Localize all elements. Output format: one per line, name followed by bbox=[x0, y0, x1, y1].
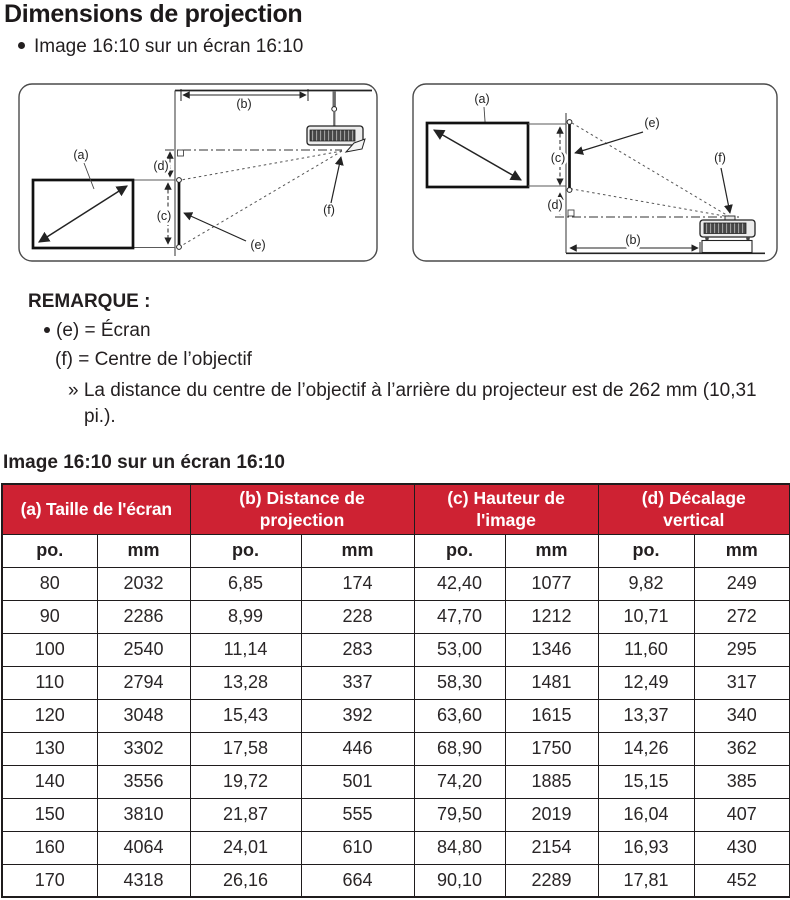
table-cell: 17,81 bbox=[598, 864, 694, 897]
projection-dimensions-table bbox=[1, 483, 790, 898]
table-cell: 385 bbox=[694, 765, 790, 798]
remarque-item-e-label: (e) = Écran bbox=[56, 320, 151, 341]
table-cell: 664 bbox=[301, 864, 414, 897]
remarque-subnote-text: La distance du centre de l’objectif à l’arrière du projecteur est de 262 mm (10,31 pi.). bbox=[83, 380, 757, 427]
table-cell: 90,10 bbox=[414, 864, 505, 897]
table-cell: 12,49 bbox=[598, 666, 694, 699]
table-cell: 11,14 bbox=[190, 633, 301, 666]
table-cell: 3048 bbox=[97, 699, 190, 732]
remarque-subnote bbox=[68, 378, 774, 430]
table-cell: 2794 bbox=[97, 666, 190, 699]
label-b: (b) bbox=[625, 233, 641, 247]
mount-pole bbox=[333, 91, 336, 107]
table-cell: 90 bbox=[2, 600, 97, 633]
table-heading: Image 16:10 sur un écran 16:10 bbox=[3, 452, 285, 473]
diagram-table-mount bbox=[412, 83, 778, 262]
column-group-vertical-offset: (d) Décalage vertical bbox=[598, 484, 790, 534]
remarque-item-f: (f) = Centre de l’objectif bbox=[55, 349, 252, 370]
table-cell: 10,71 bbox=[598, 600, 694, 633]
table-cell: 160 bbox=[2, 831, 97, 864]
table-cell: 79,50 bbox=[414, 798, 505, 831]
table-cell: 58,30 bbox=[414, 666, 505, 699]
subheader-cell: mm bbox=[694, 534, 790, 567]
remarque-item-e bbox=[44, 320, 151, 342]
table-cell: 130 bbox=[2, 732, 97, 765]
bullet-icon bbox=[18, 42, 25, 49]
column-group-projection-distance: (b) Distance de projection bbox=[190, 484, 414, 534]
table-row bbox=[2, 666, 790, 699]
guillemet-marker: » bbox=[68, 380, 79, 401]
table-cell: 337 bbox=[301, 666, 414, 699]
table-cell: 120 bbox=[2, 699, 97, 732]
table-cell: 11,60 bbox=[598, 633, 694, 666]
table-cell: 100 bbox=[2, 633, 97, 666]
subheader-cell: po. bbox=[190, 534, 301, 567]
table-cell: 53,00 bbox=[414, 633, 505, 666]
label-d: (d) bbox=[547, 198, 563, 212]
bullet-item-label: Image 16:10 sur un écran 16:10 bbox=[34, 36, 304, 57]
table-row bbox=[2, 600, 790, 633]
table-cell: 392 bbox=[301, 699, 414, 732]
table-cell: 272 bbox=[694, 600, 790, 633]
table-cell: 150 bbox=[2, 798, 97, 831]
table-cell: 26,16 bbox=[190, 864, 301, 897]
table-cell: 555 bbox=[301, 798, 414, 831]
table-cell: 47,70 bbox=[414, 600, 505, 633]
table-cell: 16,93 bbox=[598, 831, 694, 864]
table-cell: 446 bbox=[301, 732, 414, 765]
table-cell: 2540 bbox=[97, 633, 190, 666]
remarque-heading: REMARQUE : bbox=[28, 291, 151, 312]
table-cell: 9,82 bbox=[598, 567, 694, 600]
table-cell: 340 bbox=[694, 699, 790, 732]
label-c: (c) bbox=[156, 209, 172, 223]
label-f: (f) bbox=[714, 151, 726, 165]
subheader-cell: po. bbox=[598, 534, 694, 567]
table-cell: 1212 bbox=[505, 600, 598, 633]
column-group-image-height: (c) Hauteur de l'image bbox=[414, 484, 598, 534]
bullet-icon bbox=[44, 327, 50, 333]
table-cell: 295 bbox=[694, 633, 790, 666]
projector-stand bbox=[702, 241, 752, 253]
table-cell: 3302 bbox=[97, 732, 190, 765]
table-cell: 1077 bbox=[505, 567, 598, 600]
table-cell: 15,15 bbox=[598, 765, 694, 798]
page-title: Dimensions de projection bbox=[4, 0, 303, 28]
subheader-cell: po. bbox=[414, 534, 505, 567]
label-a: (a) bbox=[73, 148, 89, 162]
table-cell: 84,80 bbox=[414, 831, 505, 864]
bullet-item bbox=[18, 36, 303, 58]
table-row bbox=[2, 831, 790, 864]
label-c: (c) bbox=[550, 151, 566, 165]
header-row bbox=[2, 484, 790, 534]
label-b: (b) bbox=[236, 97, 252, 111]
table-cell: 8,99 bbox=[190, 600, 301, 633]
subheader-cell: mm bbox=[97, 534, 190, 567]
table-cell: 2286 bbox=[97, 600, 190, 633]
table-cell: 80 bbox=[2, 567, 97, 600]
table-row bbox=[2, 699, 790, 732]
label-f: (f) bbox=[323, 203, 335, 217]
table-cell: 430 bbox=[694, 831, 790, 864]
table-cell: 1481 bbox=[505, 666, 598, 699]
table-cell: 407 bbox=[694, 798, 790, 831]
table-cell: 24,01 bbox=[190, 831, 301, 864]
label-e: (e) bbox=[250, 238, 266, 252]
table-row bbox=[2, 732, 790, 765]
table-cell: 13,28 bbox=[190, 666, 301, 699]
table-cell: 13,37 bbox=[598, 699, 694, 732]
table-cell: 174 bbox=[301, 567, 414, 600]
label-e: (e) bbox=[644, 116, 660, 130]
table-cell: 362 bbox=[694, 732, 790, 765]
table-cell: 6,85 bbox=[190, 567, 301, 600]
table-cell: 110 bbox=[2, 666, 97, 699]
table-cell: 228 bbox=[301, 600, 414, 633]
table-cell: 1615 bbox=[505, 699, 598, 732]
subheader-row bbox=[2, 534, 790, 567]
diagram-ceiling-mount bbox=[18, 83, 378, 262]
table-cell: 42,40 bbox=[414, 567, 505, 600]
projector-table bbox=[700, 216, 755, 253]
subheader-cell: mm bbox=[505, 534, 598, 567]
table-cell: 14,26 bbox=[598, 732, 694, 765]
column-group-screen-size: (a) Taille de l'écran bbox=[2, 484, 190, 534]
table-cell: 19,72 bbox=[190, 765, 301, 798]
table-row bbox=[2, 765, 790, 798]
label-d: (d) bbox=[153, 159, 169, 173]
table-row bbox=[2, 798, 790, 831]
table-cell: 1885 bbox=[505, 765, 598, 798]
label-a: (a) bbox=[474, 92, 490, 106]
table-cell: 3810 bbox=[97, 798, 190, 831]
table-cell: 2019 bbox=[505, 798, 598, 831]
table-cell: 2032 bbox=[97, 567, 190, 600]
table-cell: 68,90 bbox=[414, 732, 505, 765]
table-cell: 317 bbox=[694, 666, 790, 699]
table-cell: 17,58 bbox=[190, 732, 301, 765]
table-cell: 15,43 bbox=[190, 699, 301, 732]
table-cell: 501 bbox=[301, 765, 414, 798]
table-row bbox=[2, 567, 790, 600]
table-cell: 16,04 bbox=[598, 798, 694, 831]
table-row bbox=[2, 864, 790, 897]
table-cell: 74,20 bbox=[414, 765, 505, 798]
table-row bbox=[2, 633, 790, 666]
table-cell: 249 bbox=[694, 567, 790, 600]
table-cell: 4318 bbox=[97, 864, 190, 897]
table-cell: 170 bbox=[2, 864, 97, 897]
table-body bbox=[2, 567, 790, 897]
table-cell: 452 bbox=[694, 864, 790, 897]
table-cell: 4064 bbox=[97, 831, 190, 864]
table-cell: 2289 bbox=[505, 864, 598, 897]
table-cell: 1750 bbox=[505, 732, 598, 765]
table-cell: 1346 bbox=[505, 633, 598, 666]
table-cell: 283 bbox=[301, 633, 414, 666]
table-cell: 63,60 bbox=[414, 699, 505, 732]
table-cell: 21,87 bbox=[190, 798, 301, 831]
table-cell: 140 bbox=[2, 765, 97, 798]
table-cell: 610 bbox=[301, 831, 414, 864]
table-cell: 2154 bbox=[505, 831, 598, 864]
subheader-cell: po. bbox=[2, 534, 97, 567]
table-cell: 3556 bbox=[97, 765, 190, 798]
subheader-cell: mm bbox=[301, 534, 414, 567]
